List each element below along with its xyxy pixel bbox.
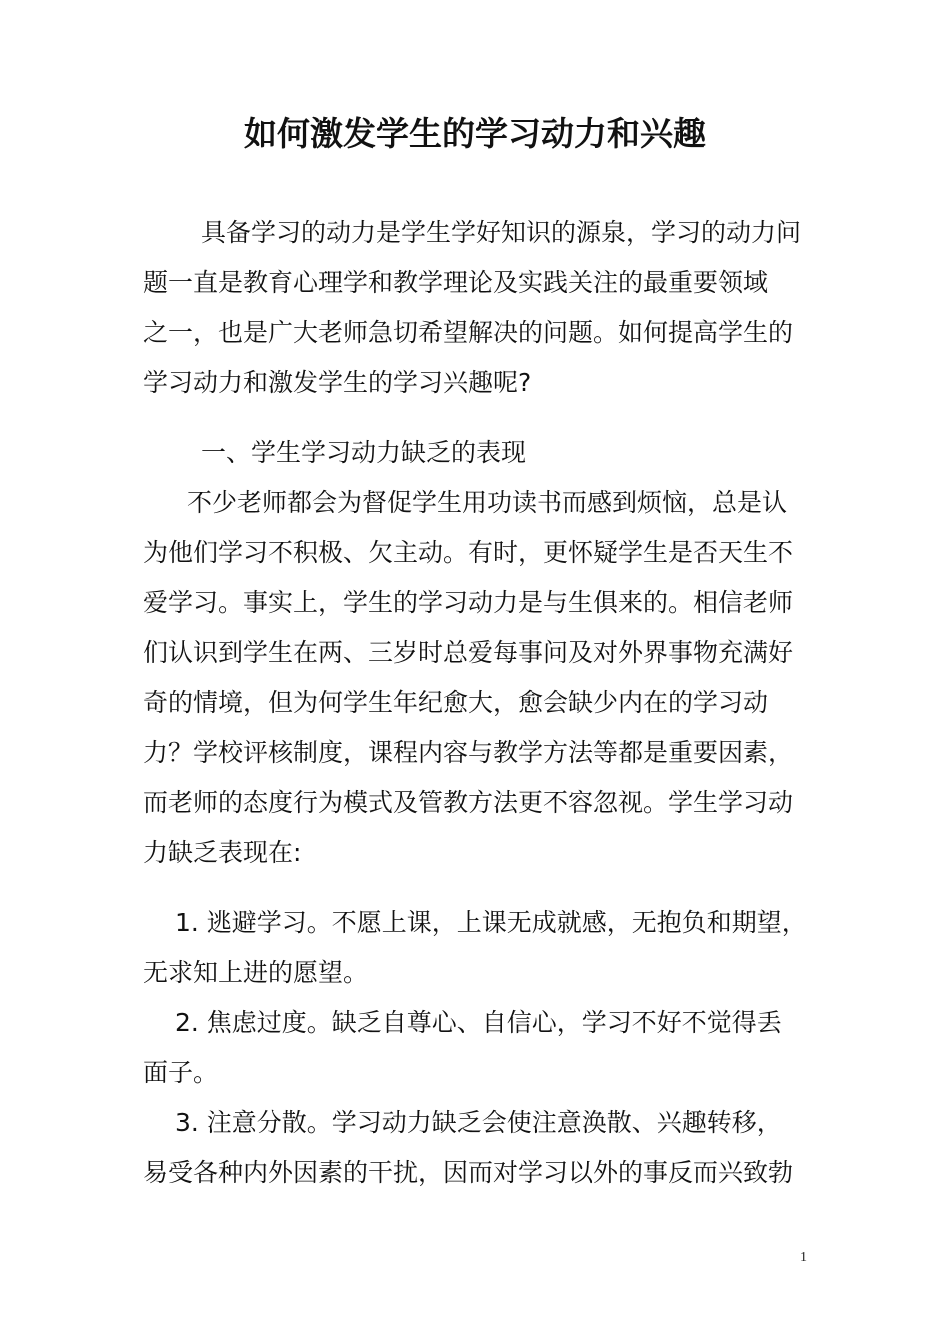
list-item [143, 898, 813, 998]
body-line: 力缺乏表现在: [143, 838, 302, 867]
body-line: 不少老师都会为督促学生用功读书而感到烦恼，总是认 [187, 488, 788, 517]
list-item [143, 998, 813, 1098]
list-item-line: 1. 逃避学习。不愿上课，上课无成就感，无抱负和期望， [175, 908, 807, 937]
section-body-paragraph [143, 478, 813, 878]
section-heading [143, 428, 813, 478]
page-number: 1 [800, 1250, 807, 1265]
body-line: 为他们学习不积极、欠主动。有时，更怀疑学生是否天生不 [143, 538, 794, 567]
document-title: 如何激发学生的学习动力和兴趣 [244, 114, 706, 153]
list-item-line: 3. 注意分散。学习动力缺乏会使注意涣散、兴趣转移， [175, 1108, 782, 1137]
intro-line: 具备学习的动力是学生学好知识的源泉，学习的动力问 [201, 218, 802, 247]
section-heading-text: 一、学生学习动力缺乏的表现 [201, 438, 527, 467]
body-line: 力？学校评核制度，课程内容与教学方法等都是重要因素， [143, 738, 794, 767]
list-item-line: 2. 焦虑过度。缺乏自尊心、自信心，学习不好不觉得丢 [175, 1008, 782, 1037]
body-line: 而老师的态度行为模式及管教方法更不容忽视。学生学习动 [143, 788, 794, 817]
list-item [143, 1098, 813, 1198]
body-line: 爱学习。事实上，学生的学习动力是与生俱来的。相信老师 [143, 588, 794, 617]
list-item-line: 易受各种内外因素的干扰，因而对学习以外的事反而兴致勃 [143, 1158, 794, 1187]
intro-line: 题一直是教育心理学和教学理论及实践关注的最重要领域 [143, 268, 769, 297]
intro-paragraph [143, 208, 813, 408]
body-line: 奇的情境，但为何学生年纪愈大，愈会缺少内在的学习动 [143, 688, 769, 717]
list-item-line: 无求知上进的愿望。 [143, 958, 369, 987]
list-item-line: 面子。 [143, 1058, 219, 1087]
body-line: 们认识到学生在两、三岁时总爱每事问及对外界事物充满好 [143, 638, 794, 667]
intro-line: 学习动力和激发学生的学习兴趣呢? [143, 368, 532, 397]
intro-line: 之一，也是广大老师急切希望解决的问题。如何提高学生的 [143, 318, 794, 347]
